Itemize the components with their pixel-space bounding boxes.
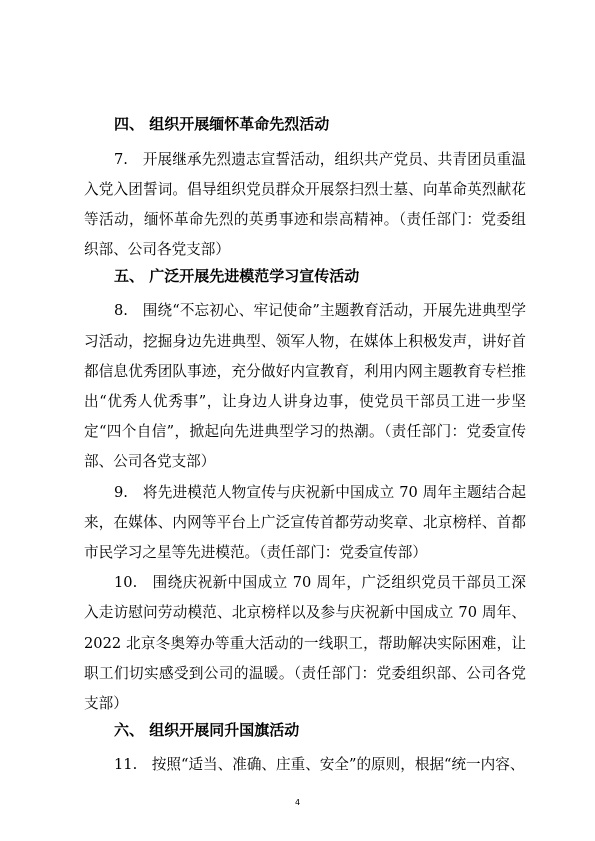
section-heading-4: 四、 组织开展缅怀革命先烈活动 — [114, 115, 330, 133]
section-heading-5: 五、 广泛开展先进模范学习宣传活动 — [114, 266, 360, 285]
paragraph-9: 9. 将先进模范人物宣传与庆祝新中国成立 70 周年主题结合起来，在媒体、内网等平台上广泛宣传首都劳动奖章、北京榜样、首都市民学习之星等先进模范。（责任部门：党委宣传部） — [84, 483, 526, 561]
paragraph-7: 7. 开展继承先烈遗志宣誓活动，组织共产党员、共青团员重温入党入团誓词。倡导组织党员群众开展祭扫烈士墓、向革命英烈献花等活动，缅怀革命先烈的英勇事迹和崇高精神。（责任部门：党委组织部、公司各党支部） — [84, 150, 526, 259]
paragraph-10: 10. 围绕庆祝新中国成立 70 周年，广泛组织党员干部员工深入走访慰问劳动模范、北京榜样以及参与庆祝新中国成立 70 周年、2022 北京冬奥筹办等重大活动的一线职工，帮助解决实际困难，让职工们切实感受到公司的温暖。（责任部门：党委组织部、公司各党支部） — [84, 574, 526, 712]
document-body — [84, 114, 526, 780]
page-number: 4 — [294, 798, 301, 807]
paragraph-11: 11. 按照“适当、准确、庄重、安全”的原则，根据“统一内容、 — [114, 756, 525, 774]
section-heading-6: 六、 组织开展同升国旗活动 — [114, 720, 300, 739]
paragraph-8: 8. 围绕“不忘初心、牢记使命”主题教育活动，开展先进典型学习活动，挖掘身边先进典型、领军人物，在媒体上积极发声，讲好首都信息优秀团队事迹，充分做好内宣教育，利用内网主题教育专栏推出“优秀人优秀事”，让身边人讲身边事，使党员干部员工进一步坚定“四个自信”，掀起向先进典型学习的热潮。（责任部门：党委宣传部、公司各党支部） — [84, 302, 526, 471]
